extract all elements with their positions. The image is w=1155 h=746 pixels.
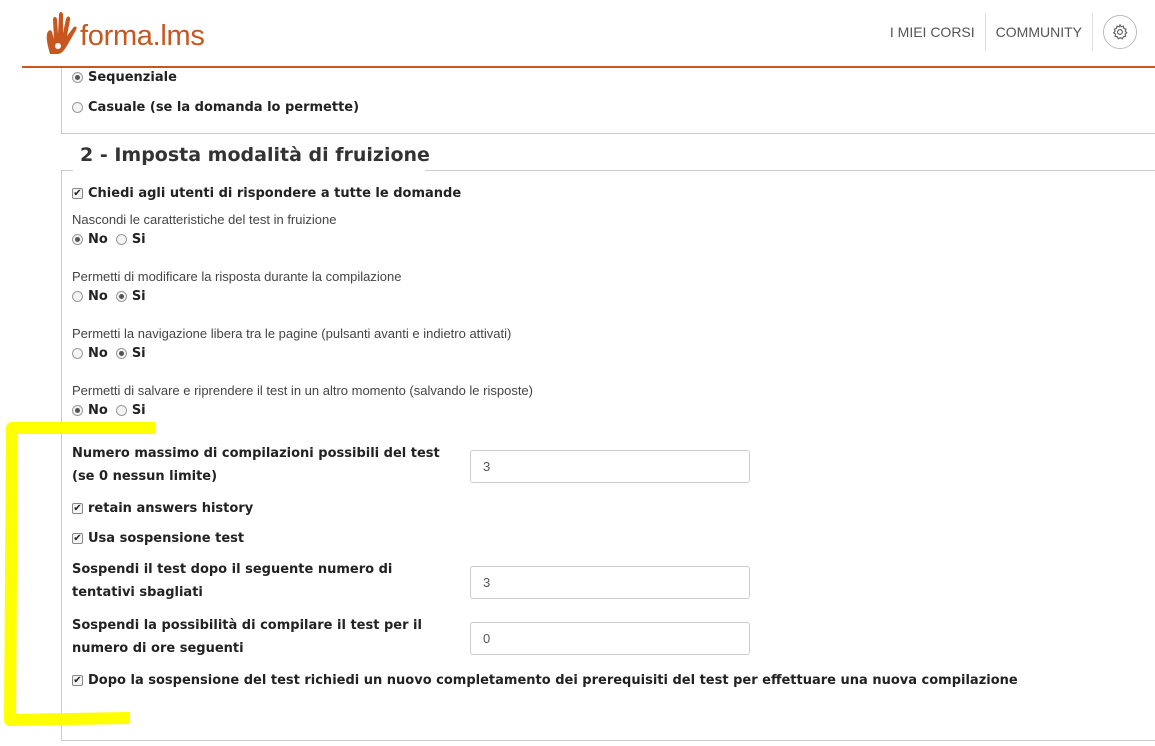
retain-history-option[interactable] bbox=[72, 501, 253, 516]
order-random-label: Casuale (se la domanda lo permette) bbox=[88, 100, 360, 115]
order-sequential-label: Sequenziale bbox=[88, 70, 177, 85]
suspend-hours-input[interactable] bbox=[470, 622, 750, 655]
use-suspension-option[interactable] bbox=[72, 531, 244, 546]
radio-random[interactable] bbox=[72, 102, 83, 113]
checkbox-require-prerequisites[interactable]: ✔ bbox=[73, 674, 82, 686]
suspend-hours-label: Sospendi la possibilità di compilare il test per il numero di ore seguenti bbox=[72, 618, 422, 656]
logo-text-forma: forma bbox=[80, 20, 153, 52]
require-all-answers-label: Chiedi agli utenti di rispondere a tutte le domande bbox=[88, 186, 462, 201]
max-attempts-input[interactable] bbox=[470, 450, 750, 483]
order-sequential-option[interactable] bbox=[72, 70, 177, 85]
option-si[interactable] bbox=[116, 289, 146, 304]
radio-si[interactable] bbox=[116, 234, 127, 245]
radio-no[interactable] bbox=[72, 405, 83, 416]
fieldset-border bbox=[425, 170, 1155, 171]
radio-no-label: No bbox=[88, 289, 108, 304]
checkbox-retain-history[interactable]: ✔ bbox=[73, 502, 82, 514]
radio-si-label: Si bbox=[131, 346, 146, 361]
option-no[interactable] bbox=[72, 346, 108, 361]
radio-no-label: No bbox=[88, 346, 108, 361]
radio-si[interactable] bbox=[116, 348, 127, 359]
logo-wordmark bbox=[80, 16, 205, 56]
suspend-after-failures-input[interactable] bbox=[470, 566, 750, 599]
section-title: 2 - Imposta modalità di fruizione bbox=[80, 144, 430, 166]
fieldset-border bbox=[61, 170, 73, 171]
nav-community[interactable]: COMMUNITY bbox=[995, 24, 1082, 40]
hide-features-radio-group bbox=[72, 232, 154, 247]
require-prerequisites-label: Dopo la sospensione del test richiedi un nuovo completamento dei prerequisiti del test per effettuare una nuova compilazione bbox=[88, 673, 1018, 688]
suspend-after-failures-label: Sospendi il test dopo il seguente numero di tentativi sbagliati bbox=[72, 562, 393, 600]
option-si[interactable] bbox=[116, 232, 146, 247]
radio-no-label: No bbox=[88, 403, 108, 418]
question-label bbox=[72, 383, 533, 398]
save-resume-question: Permetti di salvare e riprendere il test in un altro momento (salvando le risposte) bbox=[72, 383, 533, 398]
option-si[interactable] bbox=[116, 346, 146, 361]
option-no[interactable] bbox=[72, 403, 108, 418]
checkbox-use-suspension[interactable]: ✔ bbox=[73, 532, 82, 544]
gear-icon bbox=[1111, 23, 1129, 41]
require-prerequisites-option[interactable] bbox=[72, 673, 1018, 688]
main-nav bbox=[880, 12, 1155, 52]
radio-no[interactable] bbox=[72, 291, 83, 302]
nav-separator bbox=[1092, 13, 1093, 51]
nav-my-courses[interactable]: I MIEI CORSI bbox=[889, 24, 975, 40]
question-label bbox=[72, 326, 511, 341]
option-no[interactable] bbox=[72, 232, 108, 247]
hide-features-question: Nascondi le caratteristiche del test in fruizione bbox=[72, 212, 337, 227]
question-label bbox=[72, 212, 336, 227]
checkbox-require-all-answers[interactable]: ✔ bbox=[73, 187, 82, 199]
question-label bbox=[72, 269, 402, 284]
hand-logo-icon bbox=[44, 12, 78, 56]
use-suspension-label: Usa sospensione test bbox=[88, 531, 245, 546]
top-bar bbox=[0, 0, 1155, 66]
radio-sequential[interactable] bbox=[72, 72, 83, 83]
radio-no[interactable] bbox=[72, 348, 83, 359]
modify-answer-radio-group bbox=[72, 289, 154, 304]
settings-gear-button[interactable] bbox=[1103, 15, 1137, 49]
forma-lms-logo[interactable] bbox=[44, 6, 205, 56]
radio-no[interactable] bbox=[72, 234, 83, 245]
radio-si-label: Si bbox=[131, 403, 146, 418]
radio-no-label: No bbox=[88, 232, 108, 247]
radio-si[interactable] bbox=[116, 291, 127, 302]
radio-si-label: Si bbox=[131, 232, 146, 247]
save-resume-radio-group bbox=[72, 403, 154, 418]
option-no[interactable] bbox=[72, 289, 108, 304]
require-all-answers-option[interactable] bbox=[72, 186, 461, 201]
option-si[interactable] bbox=[116, 403, 146, 418]
radio-si-label: Si bbox=[131, 289, 146, 304]
retain-history-label: retain answers history bbox=[88, 501, 254, 516]
max-attempts-label: Numero massimo di compilazioni possibili del test (se 0 nessun limite) bbox=[72, 446, 440, 484]
logo-text-lms: .lms bbox=[152, 20, 205, 52]
modify-answer-question: Permetti di modificare la risposta durante la compilazione bbox=[72, 269, 402, 284]
free-navigation-question: Permetti la navigazione libera tra le pagine (pulsanti avanti e indietro attivati) bbox=[72, 326, 512, 341]
order-random-option[interactable] bbox=[72, 100, 359, 115]
free-navigation-radio-group bbox=[72, 346, 154, 361]
radio-si[interactable] bbox=[116, 405, 127, 416]
